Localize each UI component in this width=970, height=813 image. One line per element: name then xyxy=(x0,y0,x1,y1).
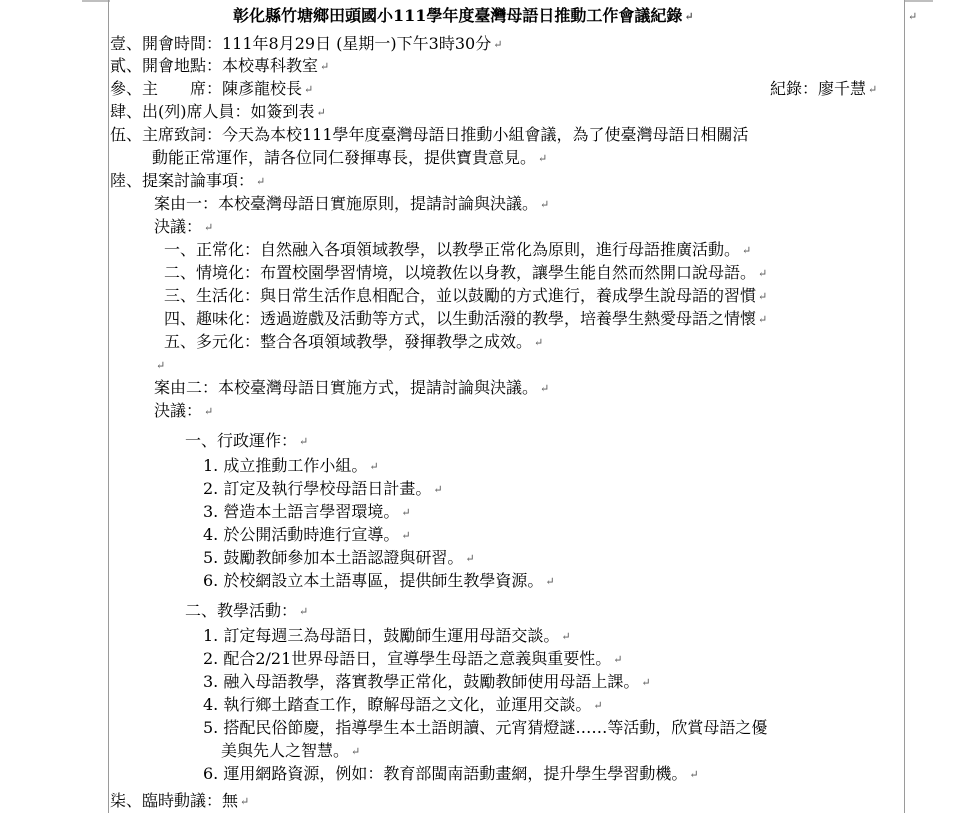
admin-item: 2. 訂定及執行學校母語日計畫。 ↵ xyxy=(203,479,443,498)
teaching-item: 5. 搭配民俗節慶，指導學生本土語朗讀、元宵猜燈謎……等活動，欣賞母語之優 xyxy=(203,718,768,737)
page-margin-line-left xyxy=(108,0,109,813)
teaching-item: 3. 融入母語教學，落實教學正常化，鼓勵教師使用母語上課。 ↵ xyxy=(203,672,651,691)
case1-title: 案由一：本校臺灣母語日實施原則，提請討論與決議。 ↵ xyxy=(154,194,550,213)
extempore-motions: 柒、臨時動議：無 ↵ xyxy=(110,791,250,810)
case1-item: 一、正常化：自然融入各項領域教學，以教學正常化為原則，進行母語推廣活動。 ↵ xyxy=(164,240,752,259)
teaching-item: 1. 訂定每週三為母語日，鼓勵師生運用母語交談。 ↵ xyxy=(203,626,571,645)
teaching-item: 4. 執行鄉土踏查工作，瞭解母語之文化，並運用交談。 ↵ xyxy=(203,695,603,714)
teaching-heading: 二、教學活動： ↵ xyxy=(185,601,309,620)
case2-resolution-label: 決議： ↵ xyxy=(154,401,214,420)
admin-heading: 一、行政運作： ↵ xyxy=(185,431,309,450)
chair-remarks-line-2: 動能正常運作，請各位同仁發揮專長，提供寶貴意見。 ↵ xyxy=(152,148,548,167)
teaching-item-continuation: 美與先人之智慧。 ↵ xyxy=(221,741,361,760)
admin-item: 3. 營造本土語言學習環境。 ↵ xyxy=(203,502,411,521)
admin-item: 1. 成立推動工作小組。 ↵ xyxy=(203,456,379,475)
meeting-chair: 參、主 席：陳彥龍校長 ↵ xyxy=(110,79,314,98)
chair-remarks-line-1: 伍、主席致詞：今天為本校111學年度臺灣母語日推動小組會議，為了使臺灣母語日相關活 xyxy=(110,125,749,144)
page-corner-mark-right xyxy=(905,0,933,2)
teaching-item: 6. 運用網路資源，例如：教育部閩南語動畫網，提升學生學習動機。 ↵ xyxy=(203,764,699,783)
case2-title: 案由二：本校臺灣母語日實施方式，提請討論與決議。 ↵ xyxy=(154,378,550,397)
case1-resolution-label: 決議： ↵ xyxy=(154,217,214,236)
admin-item: 6. 於校網設立本土語專區，提供師生教學資源。 ↵ xyxy=(203,571,555,590)
meeting-attendees: 肆、出(列)席人員：如簽到表 ↵ xyxy=(110,102,326,121)
case1-item: 五、多元化：整合各項領域教學，發揮教學之成效。 ↵ xyxy=(164,332,544,351)
meeting-time: 壹、開會時間：111年8月29日 (星期一)下午3時30分 ↵ xyxy=(110,34,503,53)
case1-item: 二、情境化：布置校園學習情境，以境教佐以身教，讓學生能自然而然開口說母語。 ↵ xyxy=(164,263,768,282)
case1-item: 四、趣味化：透過遊戲及活動等方式，以生動活潑的教學，培養學生熱愛母語之情懷 ↵ xyxy=(164,309,768,328)
admin-item: 5. 鼓勵教師參加本土語認證與研習。 ↵ xyxy=(203,548,475,567)
document-title: 彰化縣竹塘鄉田頭國小111學年度臺灣母語日推動工作會議紀錄 ↵ xyxy=(233,6,694,25)
proposals-heading: 陸、提案討論事項： ↵ xyxy=(110,171,266,190)
admin-item: 4. 於公開活動時進行宣導。 ↵ xyxy=(203,525,411,544)
meeting-place: 貳、開會地點：本校專科教室 ↵ xyxy=(110,56,330,75)
paragraph-mark-icon: ↵ xyxy=(908,10,918,23)
teaching-item: 2. 配合2/21世界母語日，宣導學生母語之意義與重要性。 ↵ xyxy=(203,649,623,668)
case1-item: 三、生活化：與日常生活作息相配合，並以鼓勵的方式進行，養成學生說母語的習慣 ↵ xyxy=(164,286,768,305)
meeting-recorder: 紀錄：廖千慧 ↵ xyxy=(770,79,878,98)
empty-paragraph: ↵ xyxy=(156,359,166,372)
page-margin-line-right xyxy=(904,0,905,813)
page-corner-mark-left xyxy=(82,0,110,2)
